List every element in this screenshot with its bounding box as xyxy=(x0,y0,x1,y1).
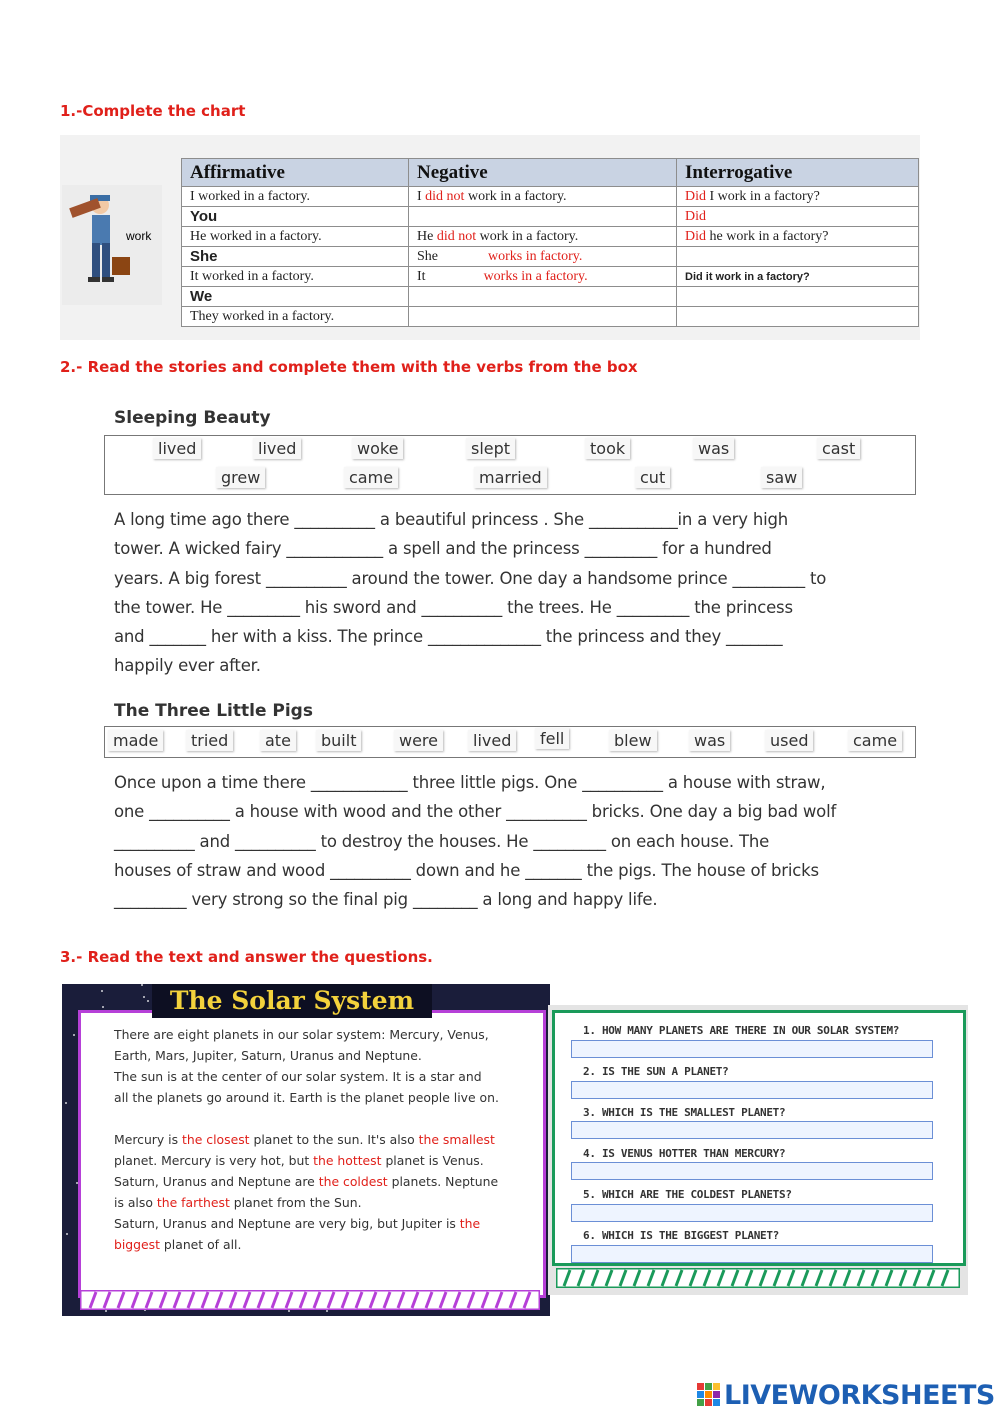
word-chip[interactable]: cast xyxy=(817,438,860,459)
int-answer: Did xyxy=(685,188,706,204)
section2-heading: 2.- Read the stories and complete them with the verbs from the box xyxy=(60,358,638,376)
int-answer: Did xyxy=(685,208,706,224)
superlative: the closest xyxy=(182,1132,250,1147)
neg-cell[interactable] xyxy=(409,227,677,247)
int-cell[interactable] xyxy=(677,267,919,287)
word-chip[interactable]: blew xyxy=(609,730,657,751)
star-dot xyxy=(73,1034,75,1036)
question-2: 2. IS THE SUN A PLANET? xyxy=(583,1065,729,1078)
neg-text: She xyxy=(417,248,438,264)
word-chip[interactable]: built xyxy=(316,730,361,751)
word-chip[interactable]: grew xyxy=(216,467,265,488)
worker-figure-icon xyxy=(62,185,162,305)
neg-text: He xyxy=(417,228,437,244)
word-chip[interactable]: used xyxy=(765,730,813,751)
table-row xyxy=(182,267,919,287)
table-row xyxy=(182,227,919,247)
int-answer: Did xyxy=(685,228,706,244)
liveworksheets-logo-icon xyxy=(697,1383,721,1407)
star-dot xyxy=(105,1310,107,1312)
int-cell[interactable] xyxy=(677,227,919,247)
answer-input-5[interactable] xyxy=(571,1204,933,1222)
superlative: the xyxy=(459,1216,481,1231)
question-5: 5. WHICH ARE THE COLDEST PLANETS? xyxy=(583,1188,792,1201)
solar-text xyxy=(114,1024,524,1276)
word-chip[interactable]: lived xyxy=(153,438,201,459)
text-line: planet. Mercury is very hot, but the hottest planet is Venus. xyxy=(114,1153,484,1168)
text-line: The sun is at the center of our solar system. It is a star and xyxy=(114,1069,482,1084)
int-text: he work in a factory? xyxy=(706,228,829,244)
neg-answer: did not xyxy=(425,188,465,204)
superlative: the smallest xyxy=(418,1132,495,1147)
star-dot xyxy=(288,1310,290,1312)
text-line: Saturn, Uranus and Neptune are very big, but Jupiter is the xyxy=(114,1216,481,1231)
header-affirmative: Affirmative xyxy=(182,159,409,187)
chart-header-row xyxy=(182,159,919,187)
word-chip[interactable]: ate xyxy=(260,730,296,751)
brand-wordmark: LIVEWORKSHEETS xyxy=(724,1380,995,1411)
word-chip[interactable]: cut xyxy=(635,467,670,488)
aff-cell[interactable]: We xyxy=(182,287,409,307)
int-text: Did it work in a factory? xyxy=(685,270,810,283)
star-dot xyxy=(147,1000,149,1002)
story-line: A long time ago there __________ a beautiful princess . She ___________in a very high xyxy=(114,510,789,529)
word-chip[interactable]: took xyxy=(585,438,630,459)
star-dot xyxy=(326,1310,328,1312)
aff-cell[interactable]: You xyxy=(182,207,409,227)
story-line: _________ very strong so the final pig ________ a long and happy life. xyxy=(114,890,658,910)
neg-text: work in a factory. xyxy=(476,228,579,244)
question-1: 1. HOW MANY PLANETS ARE THERE IN OUR SOLAR SYSTEM? xyxy=(583,1024,900,1037)
section3-heading: 3.- Read the text and answer the questions. xyxy=(60,948,433,966)
story-line: happily ever after. xyxy=(114,656,261,676)
int-text: I work in a factory? xyxy=(706,188,820,204)
answer-input-6[interactable] xyxy=(571,1245,933,1263)
question-4: 4. IS VENUS HOTTER THAN MERCURY? xyxy=(583,1147,786,1160)
star-dot xyxy=(141,984,143,986)
story1-title: Sleeping Beauty xyxy=(114,408,271,428)
answer-input-3[interactable] xyxy=(571,1121,933,1139)
question-6: 6. WHICH IS THE BIGGEST PLANET? xyxy=(583,1229,779,1242)
word-chip[interactable]: slept xyxy=(466,438,515,459)
word-chip[interactable]: were xyxy=(394,730,443,751)
text-line: Earth, Mars, Jupiter, Saturn, Uranus and Neptune. xyxy=(114,1048,422,1063)
solar-paragraph-1 xyxy=(114,1024,524,1108)
story-line: Once upon a time there ____________ three little pigs. One __________ a house with straw, xyxy=(114,773,826,792)
story-line: and _______ her with a kiss. The prince ______________ the princess and they _______ xyxy=(114,627,783,647)
word-chip[interactable]: was xyxy=(689,730,730,751)
star-dot xyxy=(66,1233,68,1235)
star-dot xyxy=(143,996,145,998)
aff-cell: They worked in a factory. xyxy=(182,307,409,327)
neg-text: It xyxy=(417,268,426,284)
neg-answer: did not xyxy=(436,228,477,244)
neg-text: I xyxy=(417,188,426,204)
worker-illustration xyxy=(62,185,162,305)
header-interrogative: Interrogative xyxy=(677,159,919,187)
word-chip[interactable]: lived xyxy=(253,438,301,459)
header-negative: Negative xyxy=(409,159,677,187)
table-row xyxy=(182,287,919,307)
figure-label: work xyxy=(126,229,152,243)
table-row xyxy=(182,307,919,327)
word-chip[interactable]: lived xyxy=(468,730,516,751)
purple-hatch-decoration xyxy=(80,1290,540,1310)
int-cell[interactable] xyxy=(677,247,919,267)
neg-cell[interactable] xyxy=(409,187,677,207)
neg-answer: works in factory. xyxy=(488,248,583,264)
star-dot xyxy=(65,1102,67,1104)
neg-cell[interactable] xyxy=(409,307,677,327)
solar-paragraph-2 xyxy=(114,1129,524,1255)
word-chip[interactable]: came xyxy=(344,467,398,488)
story-line: one __________ a house with wood and the other __________ bricks. One day a big bad wolf xyxy=(114,802,837,822)
story-line: tower. A wicked fairy ____________ a spell and the princess _________ for a hundred xyxy=(114,539,772,559)
section1-heading: 1.-Complete the chart xyxy=(60,102,246,120)
int-cell[interactable] xyxy=(677,207,919,227)
story2-text[interactable] xyxy=(114,768,914,914)
word-chip[interactable]: woke xyxy=(352,438,403,459)
neg-cell[interactable] xyxy=(409,267,677,287)
text-line: all the planets go around it. Earth is the planet people live on. xyxy=(114,1090,499,1105)
star-dot xyxy=(102,1006,104,1008)
word-chip[interactable]: saw xyxy=(761,467,802,488)
text-line: Mercury is the closest planet to the sun. It's also the smallest xyxy=(114,1132,495,1147)
story-line: the tower. He _________ his sword and __________ the trees. He _________ the princess xyxy=(114,597,793,617)
neg-cell[interactable] xyxy=(409,207,677,227)
aff-cell[interactable]: She xyxy=(182,247,409,267)
answer-input-1[interactable] xyxy=(571,1040,933,1058)
text-line: Saturn, Uranus and Neptune are the coldest planets. Neptune xyxy=(114,1174,499,1189)
superlative: the farthest xyxy=(156,1195,230,1210)
neg-text: work in a factory. xyxy=(464,188,567,204)
word-chip[interactable]: was xyxy=(693,438,734,459)
text-line: There are eight planets in our solar system: Mercury, Venus, xyxy=(114,1027,489,1042)
text-line: is also the farthest planet from the Sun. xyxy=(114,1195,362,1210)
neg-cell[interactable] xyxy=(409,287,677,307)
aff-cell: I worked in a factory. xyxy=(182,187,409,207)
story-line: years. A big forest __________ around the tower. One day a handsome prince _________ to xyxy=(114,568,827,588)
superlative: the hottest xyxy=(313,1153,382,1168)
grammar-chart xyxy=(181,158,919,327)
neg-cell[interactable] xyxy=(409,247,677,267)
star-dot xyxy=(101,990,103,992)
word-chip[interactable]: came xyxy=(848,730,902,751)
neg-answer: works in a factory. xyxy=(483,268,588,284)
green-hatch-decoration xyxy=(556,1268,960,1288)
int-cell[interactable] xyxy=(677,187,919,207)
aff-cell: He worked in a factory. xyxy=(182,227,409,247)
aff-cell: It worked in a factory. xyxy=(182,267,409,287)
question-3: 3. WHICH IS THE SMALLEST PLANET? xyxy=(583,1106,786,1119)
word-chip[interactable]: fell xyxy=(535,728,569,749)
story-line: __________ and __________ to destroy the houses. He _________ on each house. The xyxy=(114,831,770,851)
superlative: the coldest xyxy=(318,1174,388,1189)
story1-text[interactable] xyxy=(114,505,914,681)
word-chip[interactable]: made xyxy=(108,730,163,751)
table-row xyxy=(182,247,919,267)
word-chip[interactable]: tried xyxy=(186,730,233,751)
solar-title: The Solar System xyxy=(152,984,432,1018)
word-chip[interactable]: married xyxy=(474,467,547,488)
story-line: houses of straw and wood __________ down and he _______ the pigs. The house of bricks xyxy=(114,860,819,880)
answer-input-4[interactable] xyxy=(571,1162,933,1180)
story2-title: The Three Little Pigs xyxy=(114,701,313,721)
table-row xyxy=(182,207,919,227)
answer-input-2[interactable] xyxy=(571,1081,933,1099)
int-cell[interactable] xyxy=(677,287,919,307)
table-row xyxy=(182,187,919,207)
superlative: biggest xyxy=(114,1237,160,1252)
text-line: biggest planet of all. xyxy=(114,1237,242,1252)
int-cell[interactable] xyxy=(677,307,919,327)
